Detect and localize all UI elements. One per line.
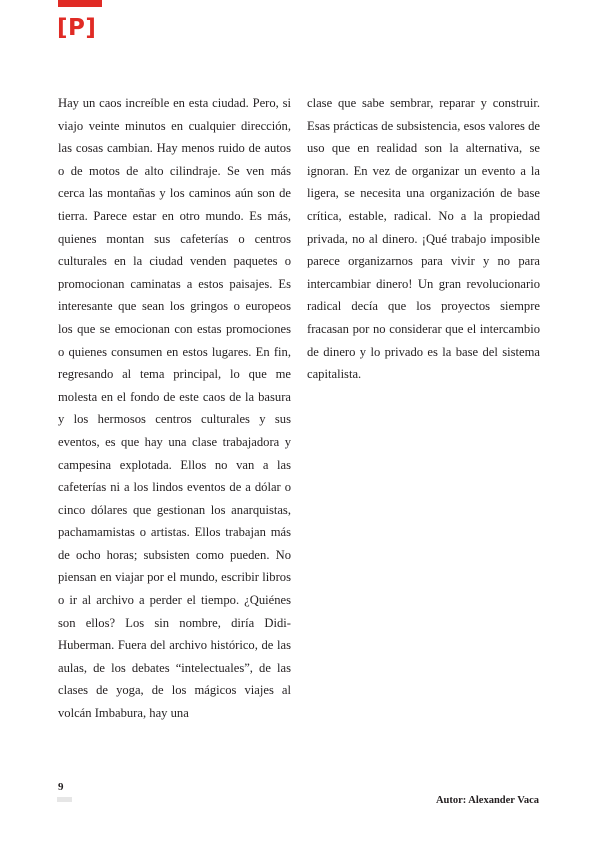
publication-logo: [P] [57,15,97,41]
author-credit: Autor: Alexander Vaca [435,795,539,806]
header-accent-bar [58,0,102,7]
article-paragraph: Hay un caos increíble en esta ciudad. Pero, si viajo veinte minutos en cualquier dirección, las cosas cambian. Hay menos ruido de autos o de motos de alto cilindraje. Se ven más cerca las montañas y los caminos aún son de tierra. Parece estar en otro mundo. Es más, quienes montan sus cafeterías o centros culturales en la ciudad venden paquetes o promocionan caminatas a estos paisajes. Es interesante que sean los gringos o europeos los que se emocionan con estas promociones o quienes consumen en estos lugares. En fin, regresando al tema principal, lo que me molesta en el fondo de este caos de la basura y los hermosos centros culturales y sus eventos, es que hay una clase trabajadora y campesina explotada. Ellos no van a las cafeterías ni a los lindos eventos de a dólar o cinco dólares que gestionan los anarquistas, pachamamistas o artistas. Ellos trabajan más de ocho horas; subsisten como pueden. No piensan en viajar por el mundo, escribir libros o ir al archivo a perder el tiempo. ¿Quiénes son ellos? Los sin nombre, diría Didi-Huberman. Fuera del archivo histórico, de las aulas, de los debates “intelectuales”, de las clases de yoga, de los mágicos viajes al volcán Imbabura, hay una [58,96,291,721]
article-paragraph-continued: clase que sabe sembrar, reparar y construir. Esas prácticas de subsistencia, esos valores de uso que en realidad son la alternativa, se ignoran. En vez de organizar un evento a la ligera, se necesita una organización de base crítica, estable, radical. No a la propiedad privada, no al dinero. ¡Qué trabajo imposible parece organizarnos para vivir y no para intercambiar dinero! Un gran revolucionario radical decía que los proyectos siempre fracasan por no considerar que el intercambio de dinero y lo privado es la base del sistema capitalista. [307,96,540,382]
article-column-left [58,92,291,725]
page-number: 9 [58,781,64,793]
article-column-right [307,92,540,386]
page-number-marker [57,797,72,802]
